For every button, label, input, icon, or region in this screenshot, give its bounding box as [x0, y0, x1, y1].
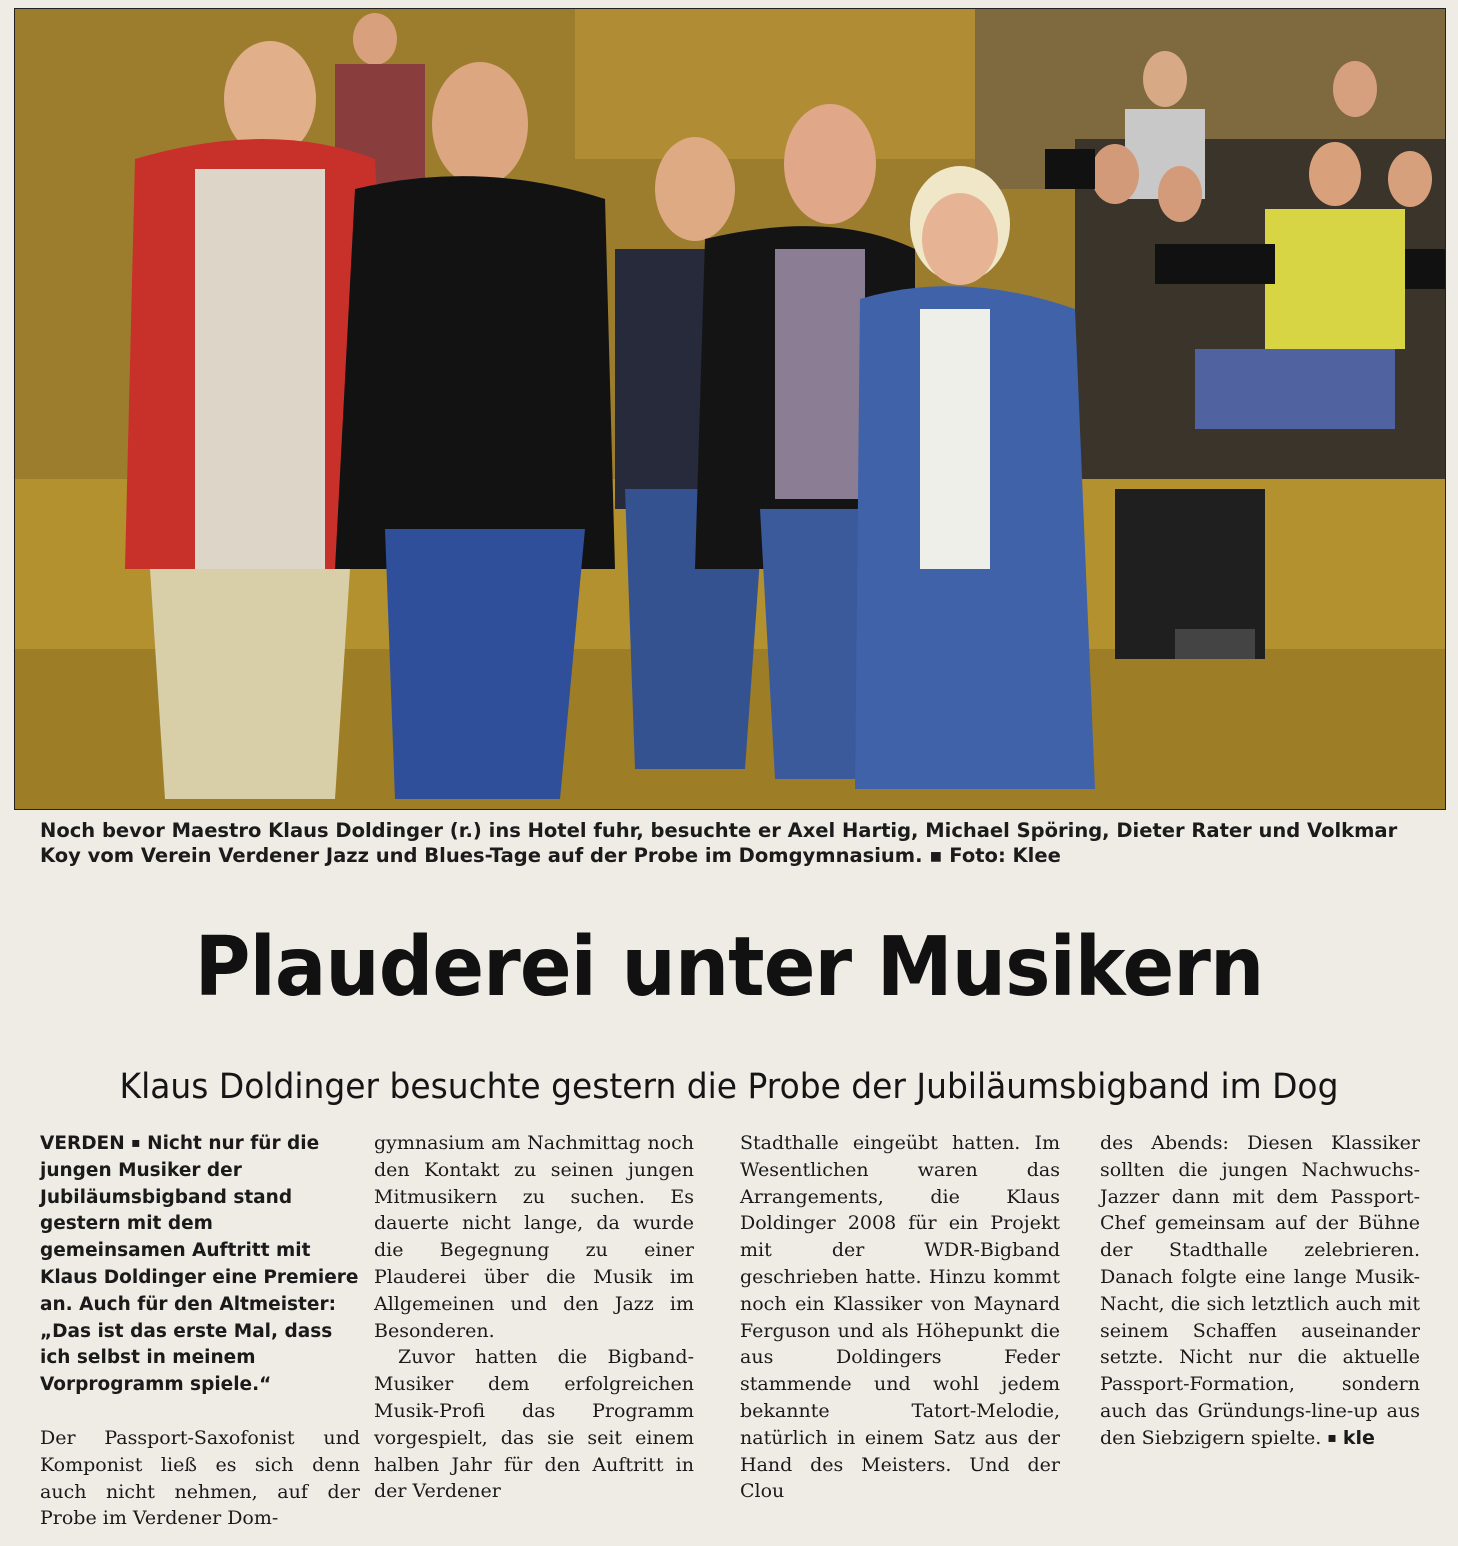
article-column-4 [1100, 1130, 1420, 1452]
bullet-icon: ▪ [1327, 1429, 1337, 1446]
headline: Plauderei unter Musikern [194, 920, 1264, 1015]
wall-panel [575, 9, 975, 159]
person-5-head [922, 193, 998, 285]
photo-illustration [15, 9, 1445, 809]
background-person-head [353, 13, 397, 65]
person-1-shirt [195, 169, 325, 569]
music-stand-2 [1155, 244, 1275, 284]
person-4-head [784, 104, 876, 224]
musician-head-2 [1333, 61, 1377, 117]
photo-caption: Noch bevor Maestro Klaus Doldinger (r.) ins Hotel fuhr, besuchte er Axel Hartig, Michael Spöring, Dieter Rater und Volkmar Koy vom Verein Verdener Jazz und Blues-Tage auf der Probe im Domgymnasium. ▪ Foto: Klee [40, 819, 1398, 867]
person-2-jacket [335, 176, 615, 569]
body-paragraph: Stadthalle eingeübt hatten. Im Wesentlichen waren das Arrangements, die Klaus Doldinger 2008 für ein Projekt mit der WDR-Bigband geschrieben hatte. Hinzu kommt noch ein Klassiker von Maynard Ferguson und als Höhepunkt die aus Doldingers Feder stammende und wohl jedem bekannte Tatort-Melodie, natürlich in einem Satz aus der Hand des Meisters. Und der Clou [740, 1132, 1060, 1503]
person-3-head [655, 137, 735, 241]
musician-yellow-shirt [1265, 209, 1405, 349]
body-paragraph: Zuvor hatten die Bigband-Musiker dem erfolgreichen Musik-Profi das Programm vorgespielt, das sie seit einem halben Jahr für den Auftritt in der Verdener [374, 1346, 694, 1503]
subheadline: Klaus Doldinger besuchte gestern die Probe der Jubiläumsbigband im Dog [119, 1067, 1339, 1107]
person-2-head [432, 62, 528, 186]
author-signoff: kle [1342, 1426, 1375, 1449]
musician-jeans [1195, 349, 1395, 429]
music-stand-1 [1045, 149, 1095, 189]
body-paragraph: Der Passport-Saxofonist und Komponist ließ es sich denn auch nicht nehmen, auf der Probe im Verdener Dom- [40, 1426, 360, 1530]
article-photo [14, 8, 1446, 810]
article-column-2 [374, 1130, 694, 1505]
article-column-3 [740, 1130, 1060, 1505]
amplifier-panel [1175, 629, 1255, 659]
article-column-1 [40, 1130, 360, 1532]
person-4-shirt [775, 249, 865, 499]
person-2-jeans [385, 529, 585, 799]
musician-head-6 [1388, 151, 1432, 207]
person-1-trousers [150, 569, 350, 799]
article-lead [40, 1130, 360, 1399]
lead-text: Nicht nur für die jungen Musiker der Jubiläumsbigband stand gestern mit dem gemeinsamen Auftritt mit Klaus Doldinger eine Premiere an. Auch für den Altmeister: „Das ist das erste Mal, dass ich selbst in meinem Vorprogramm spiele.“ [40, 1133, 359, 1396]
body-paragraph [1100, 1130, 1420, 1452]
dateline: VERDEN [40, 1133, 125, 1154]
music-stand-3 [1405, 249, 1445, 289]
body-paragraph: gymnasium am Nachmittag noch den Kontakt zu seinen jungen Mitmusikern zu suchen. Es dauerte nicht lange, da wurde die Begegnung zu einer Plauderei über die Musik im Allgemeinen und den Jazz im Besonderen. [374, 1132, 694, 1342]
musician-head-5 [1309, 142, 1361, 206]
musician-head-4 [1158, 166, 1202, 222]
musician-head-1 [1143, 51, 1187, 107]
musician-head-3 [1091, 144, 1139, 204]
body-text: des Abends: Diesen Klassiker sollten die jungen Nachwuchs-Jazzer dann mit dem Passport-Chef gemeinsam auf der Bühne der Stadthalle zelebrieren. Danach folgte eine lange Musik-Nacht, die sich letztlich auch mit seinem Schaffen auseinander setzte. Nicht nur die aktuelle Passport-Formation, sondern auch das Gründungs-line-up aus den Siebzigern spielte. [1100, 1132, 1420, 1449]
bullet-icon: ▪ [131, 1135, 141, 1151]
person-5-shirt [920, 309, 990, 569]
